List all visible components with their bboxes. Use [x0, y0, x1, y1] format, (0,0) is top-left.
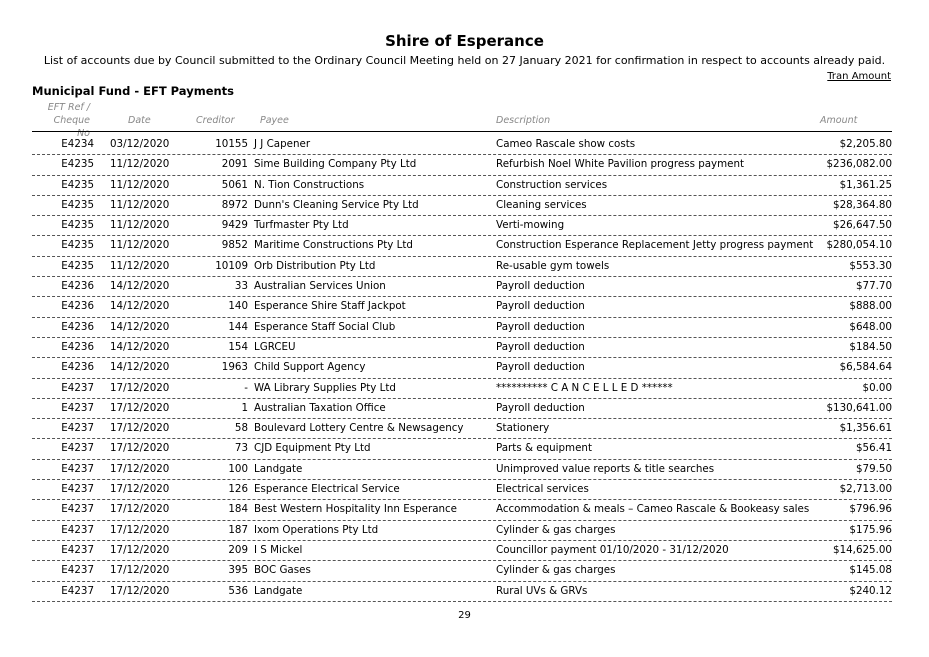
amount-cell: $0.00	[862, 381, 892, 394]
creditor-cell: 1	[241, 401, 248, 414]
table-row	[32, 521, 892, 541]
date-cell: 11/12/2020	[110, 198, 170, 211]
column-header-payee: Payee	[260, 115, 289, 126]
amount-cell: $28,364.80	[833, 198, 892, 211]
description-cell: Cleaning services	[496, 198, 587, 211]
amount-cell: $26,647.50	[833, 219, 892, 232]
payee-cell: N. Tion Constructions	[254, 178, 365, 191]
ref-cell: E4235	[61, 219, 94, 232]
table-row	[32, 216, 892, 236]
description-cell: Parts & equipment	[496, 442, 592, 455]
table-row	[32, 277, 892, 297]
table-row	[32, 176, 892, 196]
ref-cell: E4237	[61, 543, 94, 556]
amount-cell: $175.96	[849, 523, 892, 536]
date-cell: 17/12/2020	[110, 584, 170, 597]
amount-cell: $280,054.10	[826, 239, 892, 252]
page-number: 29	[458, 610, 471, 621]
ref-cell: E4237	[61, 564, 94, 577]
ref-cell: E4235	[61, 178, 94, 191]
payee-cell: WA Library Supplies Pty Ltd	[254, 381, 396, 394]
date-cell: 17/12/2020	[110, 543, 170, 556]
description-cell: Refurbish Noel White Pavilion progress payment	[496, 158, 745, 171]
description-cell: Payroll deduction	[496, 401, 585, 414]
payee-cell: Australian Taxation Office	[254, 401, 386, 414]
creditor-cell: 5061	[221, 178, 248, 191]
payee-cell: Maritime Constructions Pty Ltd	[254, 239, 413, 252]
payee-cell: Ixom Operations Pty Ltd	[254, 523, 379, 536]
payee-cell: Sime Building Company Pty Ltd	[254, 158, 417, 171]
amount-cell: $2,713.00	[839, 483, 892, 496]
payee-cell: Turfmaster Pty Ltd	[254, 219, 349, 232]
payee-cell: LGRCEU	[254, 340, 296, 353]
description-cell: Unimproved value reports & title searches	[496, 462, 715, 475]
amount-cell: $79.50	[855, 462, 892, 475]
description-cell: Construction services	[496, 178, 608, 191]
creditor-cell: 9429	[221, 219, 248, 232]
payee-cell: Child Support Agency	[254, 361, 366, 374]
table-row	[32, 358, 892, 378]
date-cell: 17/12/2020	[110, 503, 170, 516]
description-cell: Cylinder & gas charges	[496, 564, 616, 577]
column-header-ref-line1: EFT Ref /	[47, 102, 90, 113]
description-cell: Verti-mowing	[496, 219, 565, 232]
date-cell: 17/12/2020	[110, 422, 170, 435]
description-cell: Rural UVs & GRVs	[496, 584, 588, 597]
ref-cell: E4237	[61, 523, 94, 536]
date-cell: 17/12/2020	[110, 462, 170, 475]
table-row	[32, 460, 892, 480]
ref-cell: E4236	[61, 340, 94, 353]
date-cell: 14/12/2020	[110, 361, 170, 374]
section-title: Municipal Fund - EFT Payments	[32, 84, 235, 98]
description-cell: ********** C A N C E L L E D ******	[496, 381, 673, 394]
description-cell: Payroll deduction	[496, 340, 585, 353]
column-header-amount: Amount	[820, 115, 858, 126]
date-cell: 17/12/2020	[110, 483, 170, 496]
creditor-cell: 126	[228, 483, 248, 496]
date-cell: 17/12/2020	[110, 523, 170, 536]
ref-cell: E4237	[61, 462, 94, 475]
creditor-cell: 209	[228, 543, 248, 556]
table-row	[32, 419, 892, 439]
ref-cell: E4237	[61, 422, 94, 435]
amount-cell: $6,584.64	[839, 361, 892, 374]
table-row	[32, 500, 892, 520]
payee-cell: I S Mickel	[254, 543, 303, 556]
amount-cell: $14,625.00	[833, 543, 892, 556]
creditor-cell: 1963	[221, 361, 248, 374]
amount-cell: $77.70	[855, 280, 892, 293]
column-header-creditor: Creditor	[196, 115, 235, 126]
creditor-cell: 536	[228, 584, 248, 597]
creditor-cell: 144	[228, 320, 248, 333]
ref-cell: E4235	[61, 198, 94, 211]
creditor-cell: 58	[234, 422, 248, 435]
amount-cell: $236,082.00	[826, 158, 892, 171]
column-header-description: Description	[496, 115, 551, 126]
header-rule	[32, 131, 892, 132]
table-row	[32, 318, 892, 338]
payee-cell: Orb Distribution Pty Ltd	[254, 259, 376, 272]
ref-cell: E4235	[61, 158, 94, 171]
table-row	[32, 439, 892, 459]
description-cell: Accommodation & meals – Cameo Rascale & Bookeasy sales	[496, 503, 810, 516]
payments-table	[32, 135, 892, 602]
payee-cell: Best Western Hospitality Inn Esperance	[254, 503, 458, 516]
date-cell: 11/12/2020	[110, 178, 170, 191]
description-cell: Payroll deduction	[496, 361, 585, 374]
ref-cell: E4235	[61, 239, 94, 252]
payee-cell: J J Capener	[254, 138, 311, 150]
date-cell: 14/12/2020	[110, 340, 170, 353]
payee-cell: Australian Services Union	[254, 280, 386, 293]
description-cell: Construction Esperance Replacement Jetty progress payment	[496, 239, 814, 252]
date-cell: 11/12/2020	[110, 219, 170, 232]
creditor-cell: 33	[234, 280, 248, 293]
amount-cell: $888.00	[849, 300, 892, 313]
description-cell: Re-usable gym towels	[496, 259, 610, 272]
table-row	[32, 480, 892, 500]
ref-cell: E4236	[61, 280, 94, 293]
description-cell: Payroll deduction	[496, 320, 585, 333]
amount-cell: $1,361.25	[839, 178, 892, 191]
creditor-cell: 10109	[215, 259, 248, 272]
creditor-cell: 9852	[221, 239, 248, 252]
date-cell: 17/12/2020	[110, 401, 170, 414]
date-cell: 11/12/2020	[110, 158, 170, 171]
payee-cell: Boulevard Lottery Centre & Newsagency	[254, 422, 464, 435]
amount-cell: $2,205.80	[839, 138, 892, 150]
payee-cell: Dunn's Cleaning Service Pty Ltd	[254, 198, 419, 211]
date-cell: 14/12/2020	[110, 320, 170, 333]
amount-cell: $240.12	[849, 584, 892, 597]
table-row	[32, 155, 892, 175]
date-cell: 03/12/2020	[110, 138, 170, 150]
ref-cell: E4237	[61, 584, 94, 597]
ref-cell: E4237	[61, 381, 94, 394]
ref-cell: E4237	[61, 503, 94, 516]
tran-amount-label: Tran Amount	[827, 71, 891, 82]
creditor-cell: 140	[228, 300, 248, 313]
column-header-ref-line2: Cheque No	[53, 115, 90, 139]
ref-cell: E4236	[61, 300, 94, 313]
creditor-cell: 395	[228, 564, 248, 577]
payee-cell: BOC Gases	[254, 564, 311, 577]
amount-cell: $553.30	[849, 259, 892, 272]
date-cell: 11/12/2020	[110, 259, 170, 272]
creditor-cell: 10155	[215, 138, 248, 150]
payee-cell: Landgate	[254, 462, 303, 475]
creditor-cell: 184	[228, 503, 248, 516]
date-cell: 14/12/2020	[110, 300, 170, 313]
description-cell: Cameo Rascale show costs	[496, 138, 636, 150]
description-cell: Payroll deduction	[496, 300, 585, 313]
payee-cell: Esperance Shire Staff Jackpot	[254, 300, 406, 313]
creditor-cell: -	[244, 381, 248, 394]
table-row	[32, 257, 892, 277]
amount-cell: $184.50	[849, 340, 892, 353]
creditor-cell: 154	[228, 340, 248, 353]
table-row	[32, 561, 892, 581]
amount-cell: $648.00	[849, 320, 892, 333]
ref-cell: E4236	[61, 320, 94, 333]
description-cell: Cylinder & gas charges	[496, 523, 616, 536]
document-title: Shire of Esperance	[385, 32, 544, 50]
date-cell: 14/12/2020	[110, 280, 170, 293]
table-row	[32, 236, 892, 256]
table-row	[32, 135, 892, 155]
table-row	[32, 196, 892, 216]
table-row	[32, 338, 892, 358]
date-cell: 17/12/2020	[110, 381, 170, 394]
amount-cell: $56.41	[855, 442, 892, 455]
payee-cell: CJD Equipment Pty Ltd	[254, 442, 371, 455]
date-cell: 11/12/2020	[110, 239, 170, 252]
table-row	[32, 541, 892, 561]
amount-cell: $130,641.00	[826, 401, 892, 414]
document-subtitle: List of accounts due by Council submitted to the Ordinary Council Meeting held on 27 January 2021 for confirmation in respect to accounts already paid.	[43, 54, 886, 67]
payee-cell: Landgate	[254, 584, 303, 597]
ref-cell: E4234	[61, 138, 94, 150]
creditor-cell: 73	[234, 442, 248, 455]
description-cell: Electrical services	[496, 483, 589, 496]
table-row	[32, 582, 892, 602]
ref-cell: E4237	[61, 483, 94, 496]
creditor-cell: 8972	[221, 198, 248, 211]
description-cell: Payroll deduction	[496, 280, 585, 293]
amount-cell: $1,356.61	[839, 422, 892, 435]
ref-cell: E4237	[61, 401, 94, 414]
column-header-date: Date	[128, 115, 151, 126]
creditor-cell: 187	[228, 523, 248, 536]
date-cell: 17/12/2020	[110, 442, 170, 455]
description-cell: Stationery	[496, 422, 550, 435]
table-row	[32, 399, 892, 419]
ref-cell: E4237	[61, 442, 94, 455]
date-cell: 17/12/2020	[110, 564, 170, 577]
table-row	[32, 297, 892, 317]
creditor-cell: 2091	[221, 158, 248, 171]
creditor-cell: 100	[228, 462, 248, 475]
ref-cell: E4236	[61, 361, 94, 374]
ref-cell: E4235	[61, 259, 94, 272]
description-cell: Councillor payment 01/10/2020 - 31/12/2020	[496, 543, 729, 556]
payee-cell: Esperance Electrical Service	[254, 483, 400, 496]
amount-cell: $796.96	[849, 503, 892, 516]
table-row	[32, 379, 892, 399]
payee-cell: Esperance Staff Social Club	[254, 320, 396, 333]
amount-cell: $145.08	[849, 564, 892, 577]
